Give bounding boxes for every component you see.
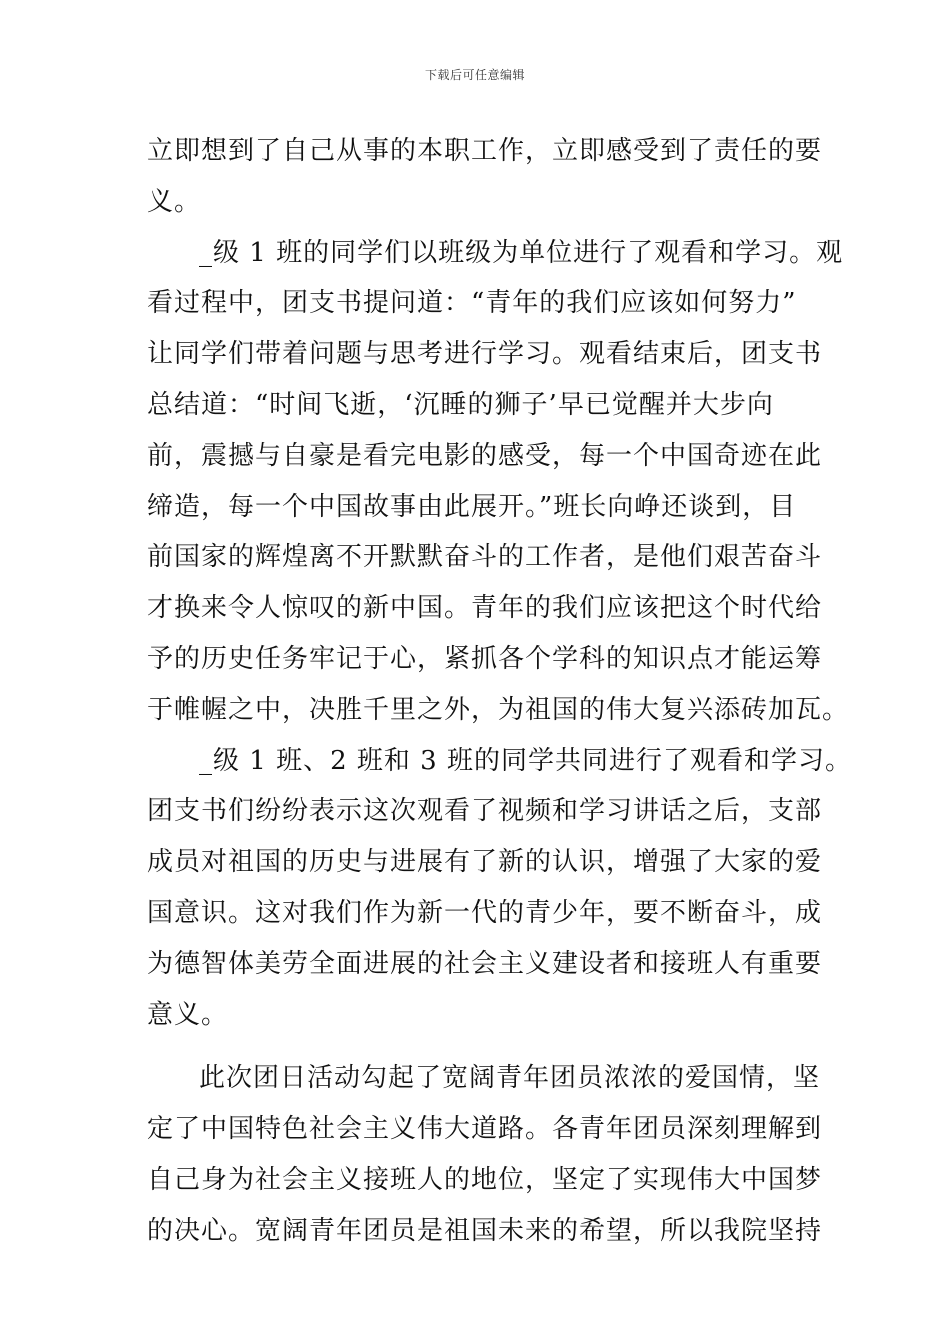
text-line: 予的历史任务牢记于心，紧抓各个学科的知识点才能运筹	[147, 643, 823, 674]
text-line: 定了中国特色社会主义伟大道路。各青年团员深刻理解到	[147, 1114, 823, 1145]
text-line: 总结道：“时间飞逝，‘沉睡的狮子’早已觉醒并大步向	[147, 389, 774, 420]
text-line: 于帷幄之中，决胜千里之外，为祖国的伟大复兴添砖加瓦。	[147, 694, 850, 725]
text-line: 看过程中，团支书提问道：“青年的我们应该如何努力”	[147, 288, 797, 319]
paragraph	[147, 228, 850, 736]
text-line: 缔造，每一个中国故事由此展开。”班长向峥还谈到，目	[147, 491, 797, 522]
text-line: 为德智体美劳全面进展的社会主义建设者和接班人有重要	[147, 948, 823, 979]
text-line: 自己身为社会主义接班人的地位，坚定了实现伟大中国梦	[147, 1164, 823, 1195]
text-line: 意义。	[147, 999, 229, 1030]
text-line: _级 1 班的同学们以班级为单位进行了观看和学习。观	[199, 237, 844, 268]
text-line: 国意识。这对我们作为新一代的青少年，要不断奋斗，成	[147, 897, 823, 928]
text-line: 此次团日活动勾起了宽阔青年团员浓浓的爱国情，坚	[199, 1063, 821, 1094]
text-line: 成员对祖国的历史与进展有了新的认识，增强了大家的爱	[147, 847, 823, 878]
page-header-note: 下载后可任意编辑	[424, 68, 525, 82]
paragraph	[147, 1053, 823, 1256]
text-line: 的决心。宽阔青年团员是祖国未来的希望，所以我院坚持	[147, 1215, 823, 1246]
text-line: 立即想到了自己从事的本职工作，立即感受到了责任的要	[147, 136, 823, 166]
paragraph	[147, 126, 823, 228]
text-line: 前，震撼与自豪是看完电影的感受，每一个中国奇迹在此	[147, 440, 823, 471]
text-line: 才换来令人惊叹的新中国。青年的我们应该把这个时代给	[147, 593, 823, 624]
paragraph-gap	[147, 1040, 807, 1053]
text-line: _级 1 班、2 班和 3 班的同学共同进行了观看和学习。	[199, 745, 852, 776]
paragraph	[147, 736, 852, 1041]
text-line: 前国家的辉煌离不开默默奋斗的工作者，是他们艰苦奋斗	[147, 542, 823, 573]
text-line: 让同学们带着问题与思考进行学习。观看结束后，团支书	[147, 339, 823, 370]
text-line: 团支书们纷纷表示这次观看了视频和学习讲话之后，支部	[147, 796, 823, 827]
text-line: 义。	[147, 186, 202, 217]
document-body	[147, 126, 852, 1257]
